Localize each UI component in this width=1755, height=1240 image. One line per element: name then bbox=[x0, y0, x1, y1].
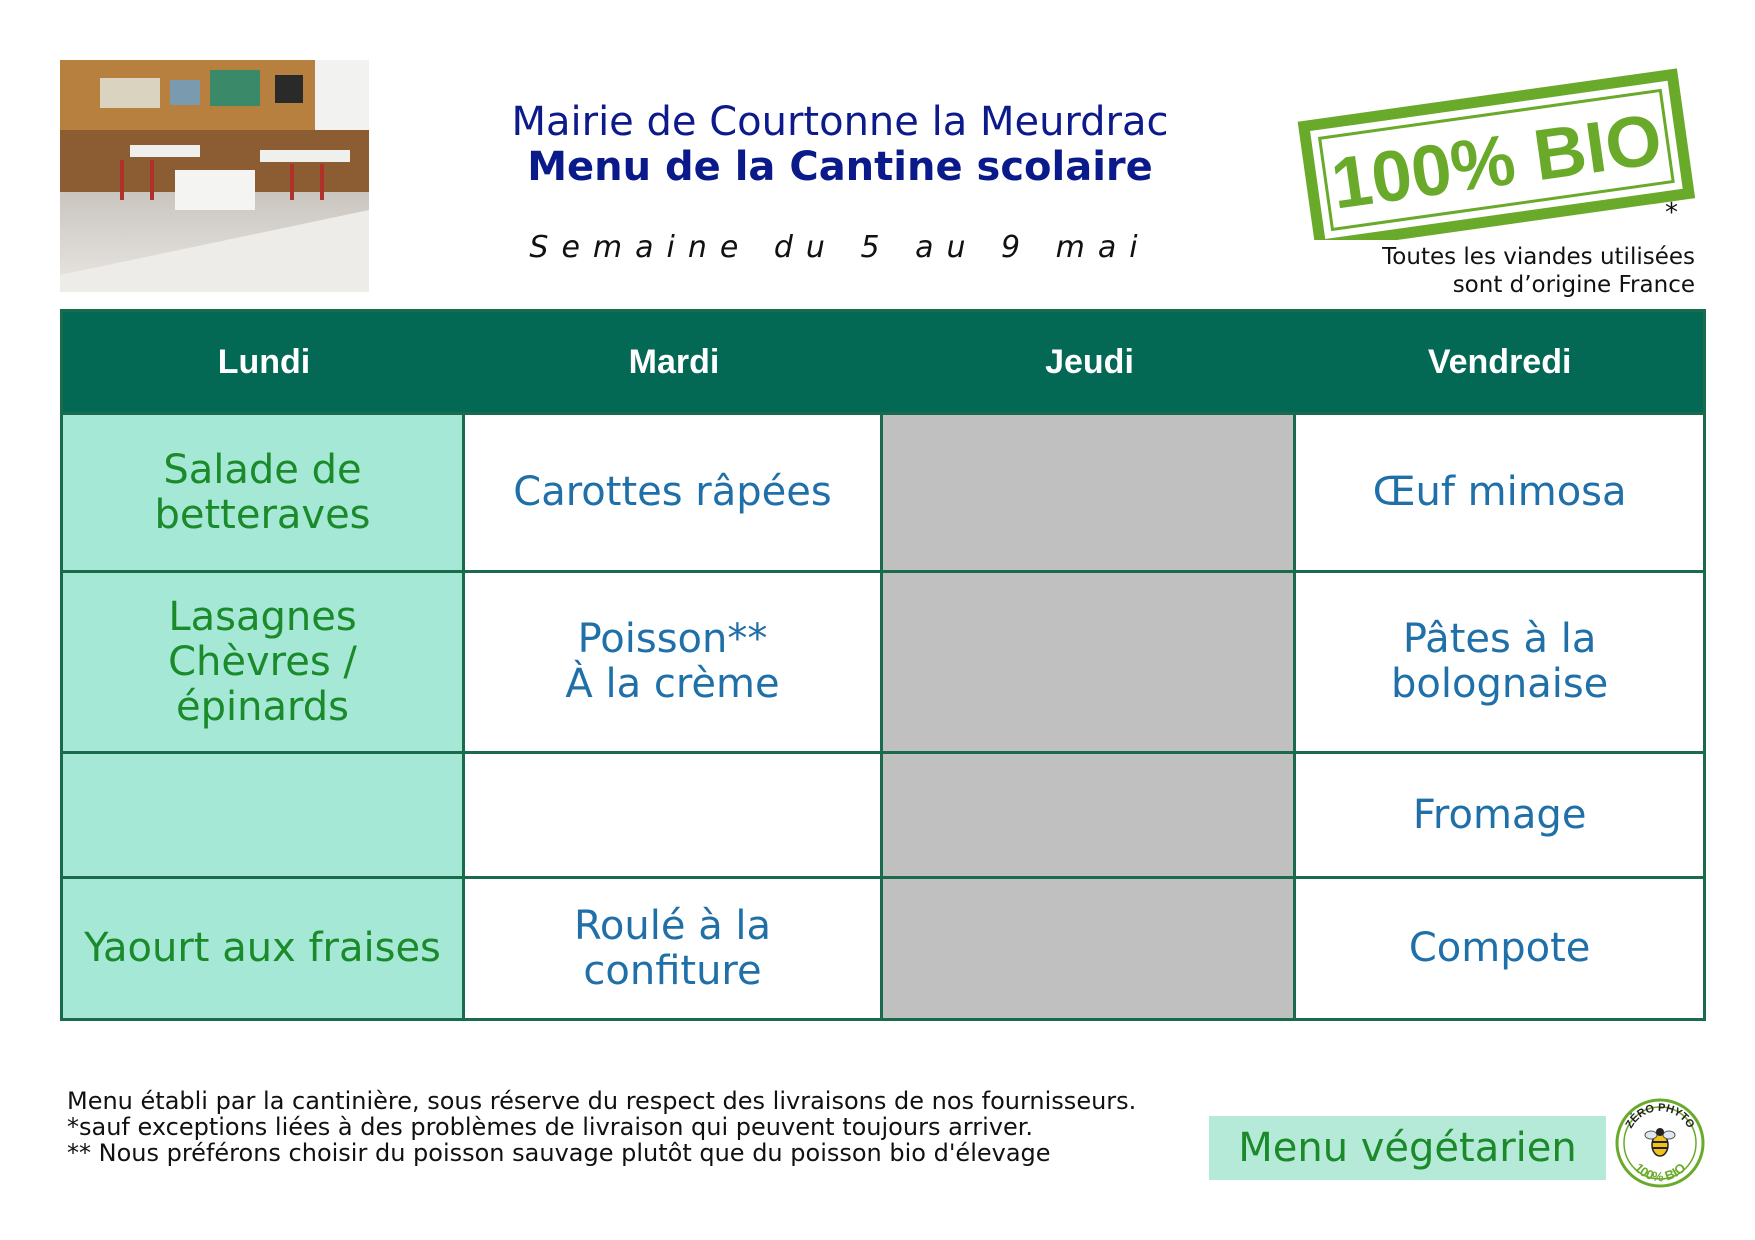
town-hall-title: Mairie de Courtonne la Meurdrac bbox=[511, 99, 1169, 145]
day-header-mardi: Mardi bbox=[465, 312, 883, 412]
menu-cell-vendredi-dessert: Compote bbox=[1296, 876, 1703, 1018]
menu-cell-vendredi-plat: Pâtes à la bolognaise bbox=[1296, 570, 1703, 751]
menu-cell-lundi-plat: Lasagnes Chèvres / épinards bbox=[63, 570, 465, 751]
footer-notes bbox=[67, 1088, 1136, 1166]
zero-phyto-badge bbox=[1614, 1097, 1706, 1189]
bio-asterisk: * bbox=[1665, 198, 1678, 228]
menu-cell-mardi-fromage bbox=[465, 751, 883, 876]
phyto-badge-top-text: ZÉRO PHYTO bbox=[1623, 1101, 1697, 1131]
footer-line3: ** Nous préférons choisir du poisson sauvage plutôt que du poisson bio d'élevage bbox=[67, 1139, 1051, 1167]
menu-cell-lundi-dessert: Yaourt aux fraises bbox=[63, 876, 465, 1018]
bio-stamp-logo bbox=[1295, 60, 1695, 240]
phyto-badge-bottom-text: 100% BIO bbox=[1631, 1159, 1689, 1185]
week-label: Semaine du 5 au 9 mai bbox=[529, 230, 1151, 265]
day-header-vendredi: Vendredi bbox=[1296, 312, 1703, 412]
canteen-photo bbox=[60, 60, 369, 292]
menu-table bbox=[60, 309, 1706, 1021]
meat-note-line1: Toutes les viandes utilisées bbox=[1382, 244, 1695, 270]
vegetarian-legend: Menu végétarien bbox=[1209, 1116, 1606, 1180]
bio-stamp-text: 100% BIO bbox=[1326, 99, 1667, 225]
day-header-lundi: Lundi bbox=[63, 312, 465, 412]
day-header-jeudi: Jeudi bbox=[883, 312, 1296, 412]
menu-cell-jeudi-entree bbox=[883, 412, 1296, 570]
footer-line1: Menu établi par la cantinière, sous réserve du respect des livraisons de nos fournisseurs. bbox=[67, 1087, 1137, 1115]
menu-cell-mardi-entree: Carottes râpées bbox=[465, 412, 883, 570]
menu-title: Menu de la Cantine scolaire bbox=[527, 144, 1153, 190]
meat-note-line2: sont d’origine France bbox=[1452, 272, 1695, 298]
title-block bbox=[440, 100, 1240, 190]
menu-cell-lundi-entree: Salade de betteraves bbox=[63, 412, 465, 570]
menu-cell-lundi-fromage bbox=[63, 751, 465, 876]
meat-origin-note bbox=[1255, 243, 1695, 299]
menu-cell-jeudi-dessert bbox=[883, 876, 1296, 1018]
footer-line2: *sauf exceptions liées à des problèmes de livraison qui peuvent toujours arriver. bbox=[67, 1113, 1034, 1141]
menu-cell-mardi-dessert: Roulé à la confiture bbox=[465, 876, 883, 1018]
menu-cell-jeudi-plat bbox=[883, 570, 1296, 751]
menu-cell-mardi-plat: Poisson** À la crème bbox=[465, 570, 883, 751]
menu-cell-vendredi-fromage: Fromage bbox=[1296, 751, 1703, 876]
menu-cell-jeudi-fromage bbox=[883, 751, 1296, 876]
menu-cell-vendredi-entree: Œuf mimosa bbox=[1296, 412, 1703, 570]
